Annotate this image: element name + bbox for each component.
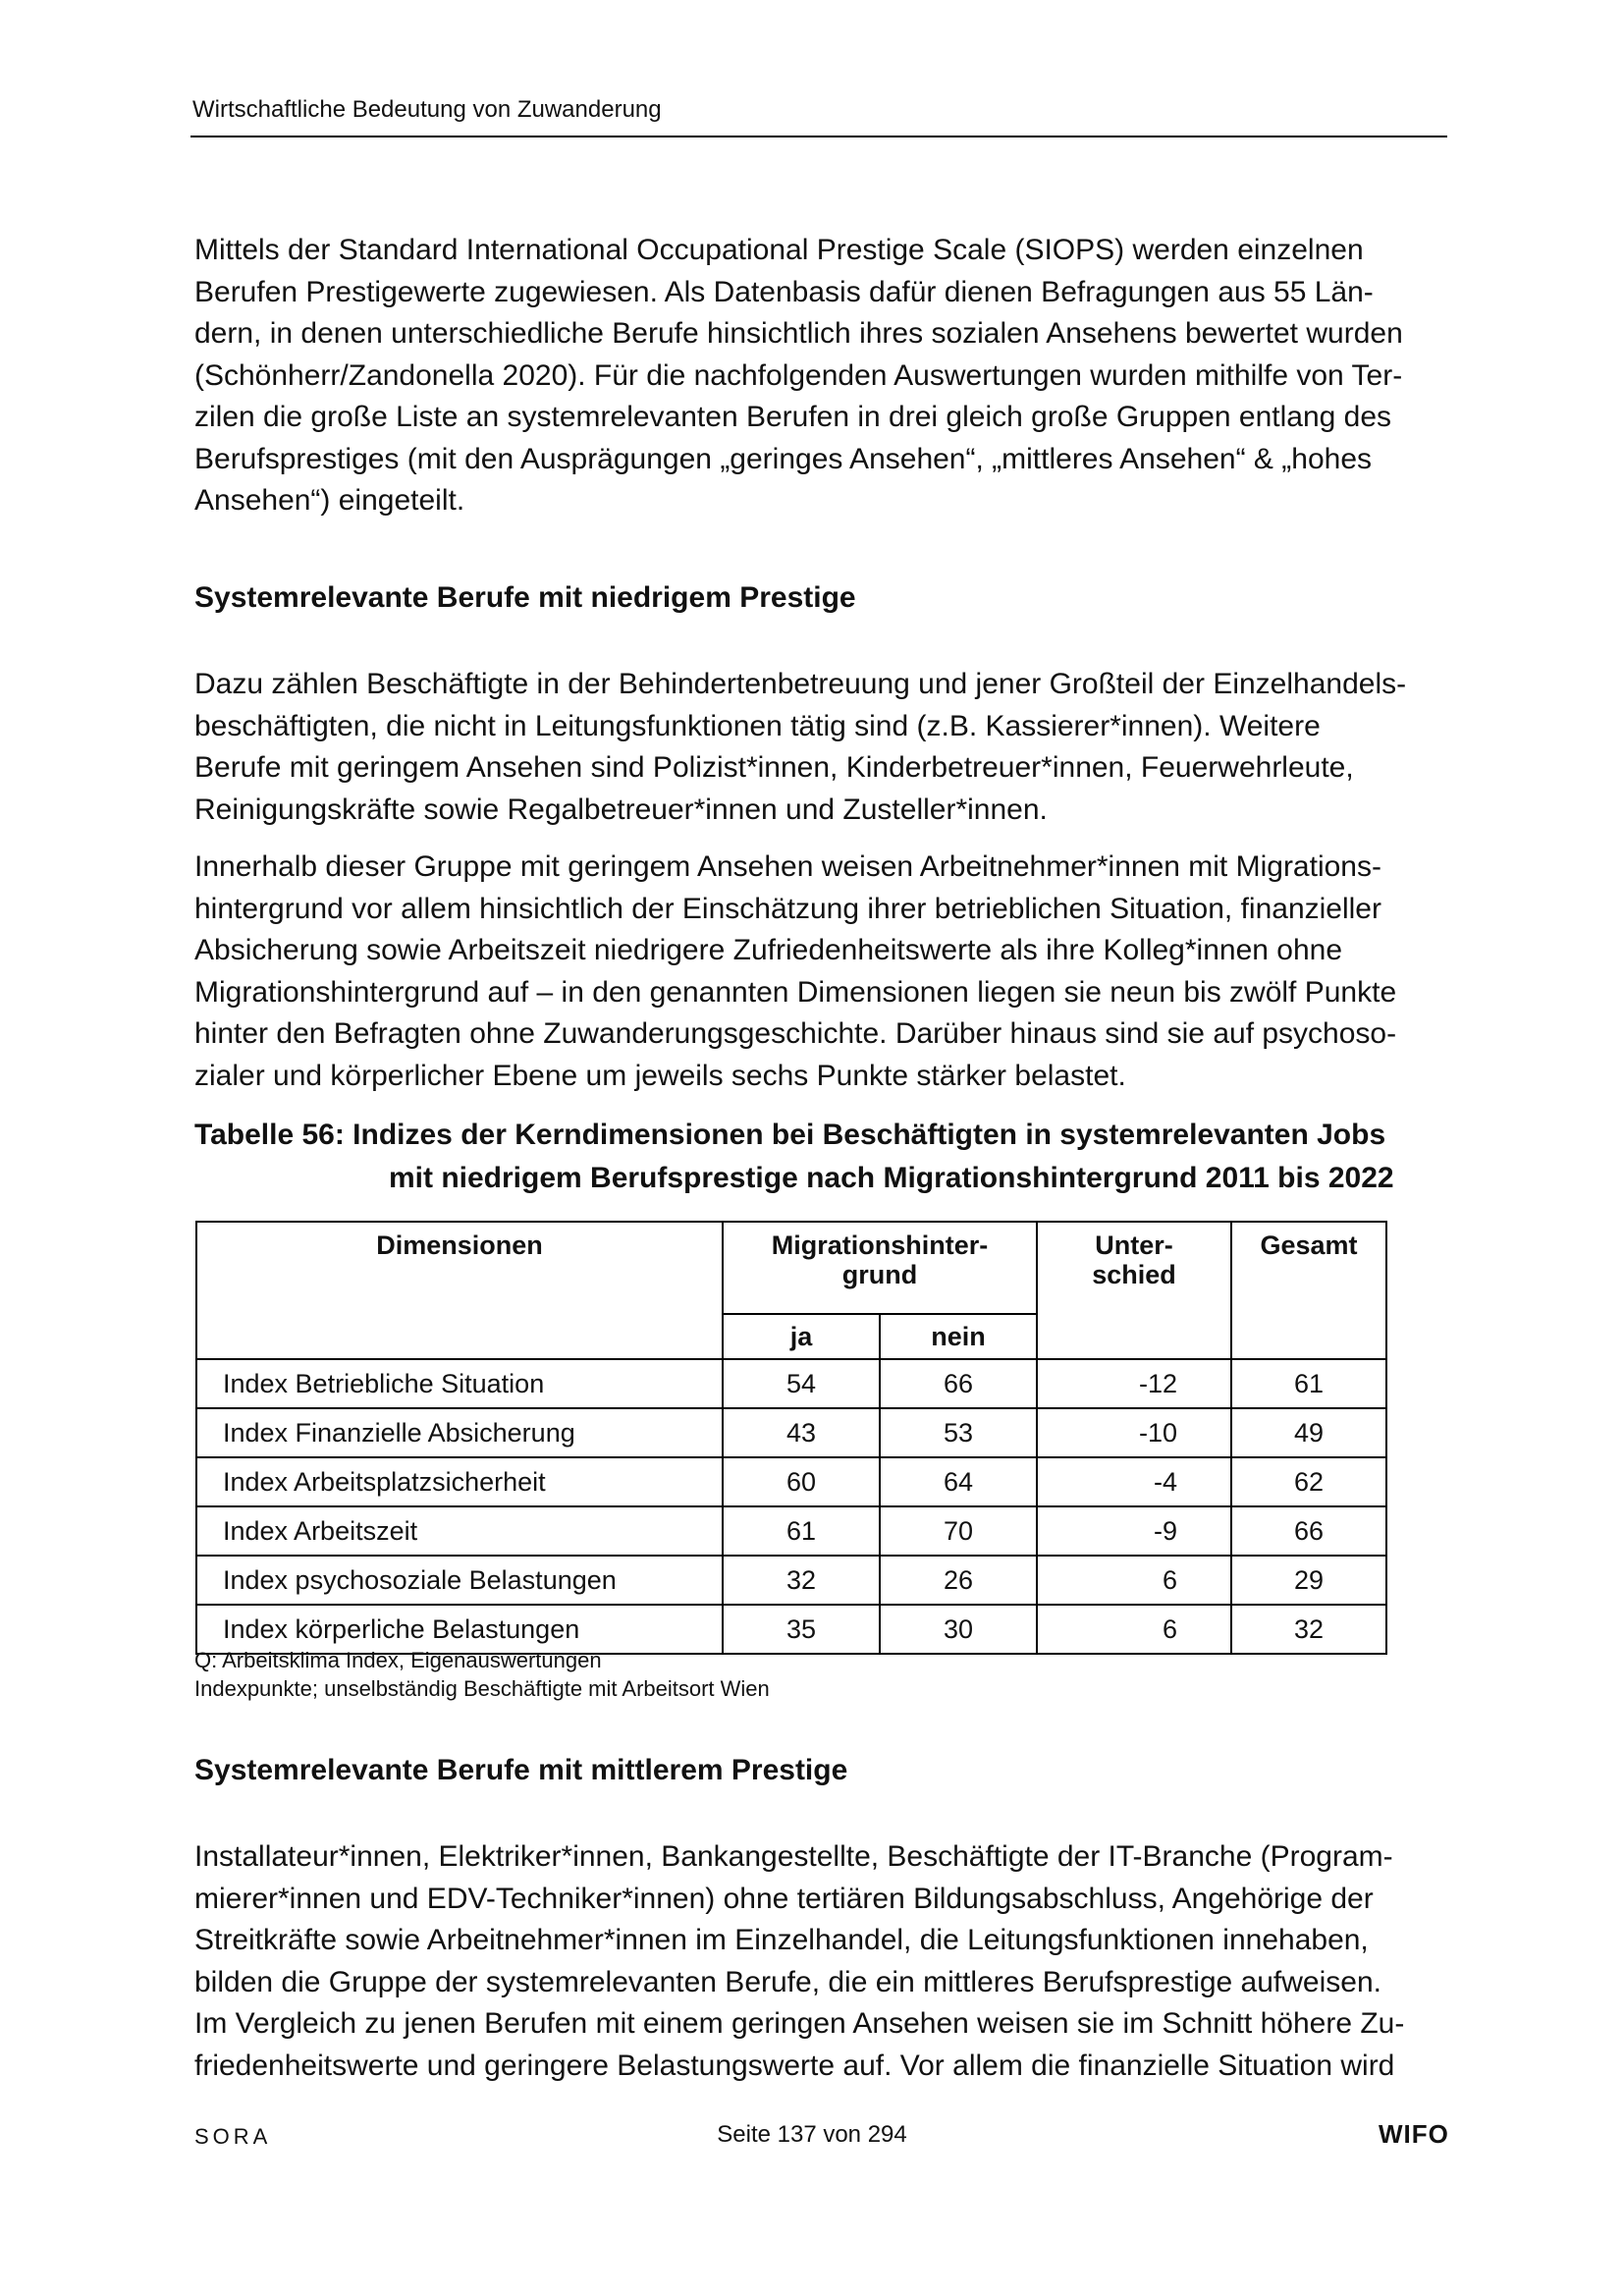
cell-unterschied: 6 xyxy=(1037,1605,1231,1654)
row-label: Index psychosoziale Belastungen xyxy=(196,1556,723,1605)
header-rule xyxy=(190,136,1447,137)
table-source: Q: Arbeitsklima Index, Eigenauswertungen xyxy=(194,1648,602,1672)
table-caption-line-1: Tabelle 56: Indizes der Kerndimensionen bei Beschäftigten in systemrelevanten Jobs xyxy=(194,1119,1386,1151)
row-label: Index körperliche Belastungen xyxy=(196,1605,723,1654)
header-migration-line-1: Migrationshinter- xyxy=(771,1230,989,1260)
text-line: Streitkräfte sowie Arbeitnehmer*innen im Einzelhandel, die Leitungsfunktionen innehaben, xyxy=(194,1924,1369,1956)
header-dimensionen: Dimensionen xyxy=(196,1222,723,1359)
header-unterschied xyxy=(1037,1222,1231,1359)
text-line: dern, in denen unterschiedliche Berufe hinsichtlich ihres sozialen Ansehens bewertet wurden xyxy=(194,317,1403,350)
cell-nein: 26 xyxy=(880,1556,1037,1605)
table-row xyxy=(196,1506,1386,1556)
text-line: Berufe mit geringem Ansehen sind Polizist*innen, Kinderbetreuer*innen, Feuerwehrleute, xyxy=(194,751,1354,784)
cell-nein: 66 xyxy=(880,1359,1037,1408)
text-line: Berufsprestiges (mit den Ausprägungen „geringes Ansehen“, „mittleres Ansehen“ & „hohes xyxy=(194,442,1373,475)
header-migrationshintergrund xyxy=(723,1222,1037,1314)
cell-ja: 43 xyxy=(723,1408,880,1457)
table-row xyxy=(196,1457,1386,1506)
section-heading-mid-prestige: Systemrelevante Berufe mit mittlerem Prestige xyxy=(194,1754,848,1786)
text-line: hinter den Befragten ohne Zuwanderungsgeschichte. Darüber hinaus sind sie auf psychoso- xyxy=(194,1017,1397,1050)
text-line: hintergrund vor allem hinsichtlich der Einschätzung ihrer betrieblichen Situation, finanzieller xyxy=(194,892,1381,925)
intro-paragraph xyxy=(194,230,1447,522)
footer-sora-logo: SORA xyxy=(194,2124,272,2149)
cell-nein: 53 xyxy=(880,1408,1037,1457)
text-line: zialer und körperlicher Ebene um jeweils sechs Punkte stärker belastet. xyxy=(194,1059,1126,1092)
section2-paragraph-1 xyxy=(194,1836,1447,2087)
section1-paragraph-1 xyxy=(194,664,1447,831)
cell-gesamt: 61 xyxy=(1231,1359,1386,1408)
text-line: Berufen Prestigewerte zugewiesen. Als Datenbasis dafür dienen Befragungen aus 55 Län- xyxy=(194,275,1374,308)
cell-unterschied: -12 xyxy=(1037,1359,1231,1408)
header-unterschied-line-2: schied xyxy=(1092,1260,1176,1289)
header-nein: nein xyxy=(880,1314,1037,1359)
table-row xyxy=(196,1408,1386,1457)
cell-gesamt: 29 xyxy=(1231,1556,1386,1605)
text-line: Mittels der Standard International Occupational Prestige Scale (SIOPS) werden einzelnen xyxy=(194,234,1364,266)
cell-gesamt: 49 xyxy=(1231,1408,1386,1457)
text-line: Migrationshintergrund auf – in den genannten Dimensionen liegen sie neun bis zwölf Punkte xyxy=(194,975,1397,1009)
text-line: Absicherung sowie Arbeitszeit niedrigere Zufriedenheitswerte als ihre Kolleg*innen ohne xyxy=(194,934,1343,966)
row-label: Index Arbeitszeit xyxy=(196,1506,723,1556)
table-caption xyxy=(194,1114,1394,1200)
cell-nein: 64 xyxy=(880,1457,1037,1506)
text-line: bilden die Gruppe der systemrelevanten Berufe, die ein mittleres Berufsprestige aufweisen. xyxy=(194,1965,1381,1998)
cell-nein: 30 xyxy=(880,1605,1037,1654)
running-header: Wirtschaftliche Bedeutung von Zuwanderung xyxy=(192,96,662,123)
cell-ja: 60 xyxy=(723,1457,880,1506)
header-unterschied-line-1: Unter- xyxy=(1095,1230,1173,1260)
section-heading-low-prestige: Systemrelevante Berufe mit niedrigem Prestige xyxy=(194,581,856,614)
index-table xyxy=(195,1221,1387,1655)
cell-ja: 35 xyxy=(723,1605,880,1654)
header-gesamt: Gesamt xyxy=(1231,1222,1386,1359)
cell-unterschied: -10 xyxy=(1037,1408,1231,1457)
text-line: Installateur*innen, Elektriker*innen, Bankangestellte, Beschäftigte der IT-Branche (Program- xyxy=(194,1840,1393,1873)
table-row xyxy=(196,1556,1386,1605)
text-line: mierer*innen und EDV-Techniker*innen) ohne tertiären Bildungsabschluss, Angehörige der xyxy=(194,1882,1374,1915)
row-label: Index Finanzielle Absicherung xyxy=(196,1408,723,1457)
text-line: (Schönherr/Zandonella 2020). Für die nachfolgenden Auswertungen wurden mithilfe von Ter- xyxy=(194,358,1403,392)
cell-unterschied: -9 xyxy=(1037,1506,1231,1556)
table-caption-line-2: mit niedrigem Berufsprestige nach Migrationshintergrund 2011 bis 2022 xyxy=(389,1162,1394,1194)
text-line: Reinigungskräfte sowie Regalbetreuer*innen und Zusteller*innen. xyxy=(194,793,1048,826)
text-line: friedenheitswerte und geringere Belastungswerte auf. Vor allem die finanzielle Situation wird xyxy=(194,2049,1395,2082)
header-migration-line-2: grund xyxy=(841,1260,918,1289)
table-note: Indexpunkte; unselbständig Beschäftigte mit Arbeitsort Wien xyxy=(194,1676,770,1701)
cell-nein: 70 xyxy=(880,1506,1037,1556)
cell-ja: 61 xyxy=(723,1506,880,1556)
row-label: Index Arbeitsplatzsicherheit xyxy=(196,1457,723,1506)
page-number: Seite 137 von 294 xyxy=(717,2121,907,2148)
cell-ja: 32 xyxy=(723,1556,880,1605)
text-line: Im Vergleich zu jenen Berufen mit einem geringen Ansehen weisen sie im Schnitt höhere Zu- xyxy=(194,2007,1405,2040)
cell-unterschied: 6 xyxy=(1037,1556,1231,1605)
table-row xyxy=(196,1359,1386,1408)
header-ja: ja xyxy=(723,1314,880,1359)
footer-wifo-logo: WIFO xyxy=(1379,2119,1449,2149)
row-label: Index Betriebliche Situation xyxy=(196,1359,723,1408)
cell-gesamt: 66 xyxy=(1231,1506,1386,1556)
cell-gesamt: 32 xyxy=(1231,1605,1386,1654)
section1-paragraph-2 xyxy=(194,847,1447,1097)
text-line: beschäftigten, die nicht in Leitungsfunktionen tätig sind (z.B. Kassierer*innen). Weitere xyxy=(194,709,1321,742)
text-line: Ansehen“) eingeteilt. xyxy=(194,484,465,517)
text-line: zilen die große Liste an systemrelevanten Berufen in drei gleich große Gruppen entlang des xyxy=(194,401,1392,433)
cell-ja: 54 xyxy=(723,1359,880,1408)
text-line: Innerhalb dieser Gruppe mit geringem Ansehen weisen Arbeitnehmer*innen mit Migrations- xyxy=(194,850,1381,883)
text-line: Dazu zählen Beschäftigte in der Behindertenbetreuung und jener Großteil der Einzelhandels- xyxy=(194,668,1407,700)
cell-gesamt: 62 xyxy=(1231,1457,1386,1506)
cell-unterschied: -4 xyxy=(1037,1457,1231,1506)
